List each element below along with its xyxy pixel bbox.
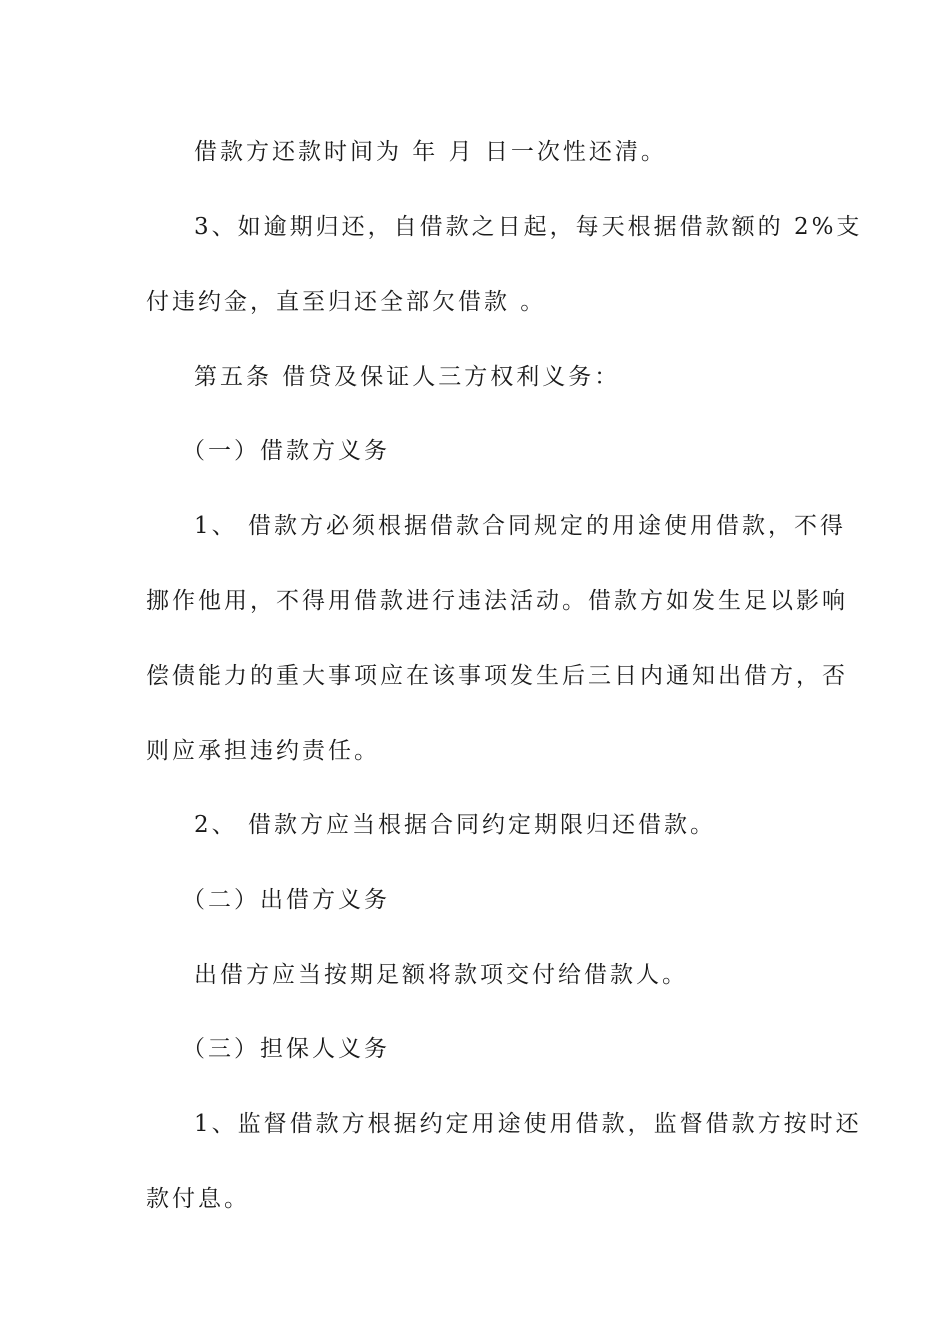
text-line: 借款方还款时间为 年 月 日一次性还清。 xyxy=(194,139,667,165)
text-line: 款付息。 xyxy=(146,1186,250,1212)
text-line: 偿债能力的重大事项应在该事项发生后三日内通知出借方，否 xyxy=(146,663,848,689)
text-line: 则应承担违约责任。 xyxy=(146,738,380,764)
text-line: 付违约金，直至归还全部欠借款 。 xyxy=(146,289,547,315)
section-heading: 第五条 借贷及保证人三方权利义务： xyxy=(194,364,621,390)
text-line: 1、监督借款方根据约定用途使用借款，监督借款方按时还 xyxy=(194,1111,862,1137)
subsection-heading: （三）担保人义务 xyxy=(182,1036,390,1062)
subsection-heading: （一）借款方义务 xyxy=(182,438,390,464)
text-line: 3、如逾期归还，自借款之日起，每天根据借款额的 2%支 xyxy=(194,214,863,240)
text-line: 1、 借款方必须根据借款合同规定的用途使用借款，不得 xyxy=(194,513,846,539)
text-line: 2、 借款方应当根据合同约定期限归还借款。 xyxy=(194,812,716,838)
text-line: 出借方应当按期足额将款项交付给借款人。 xyxy=(194,962,688,988)
text-line: 挪作他用，不得用借款进行违法活动。借款方如发生足以影响 xyxy=(146,588,848,614)
subsection-heading: （二）出借方义务 xyxy=(182,887,390,913)
